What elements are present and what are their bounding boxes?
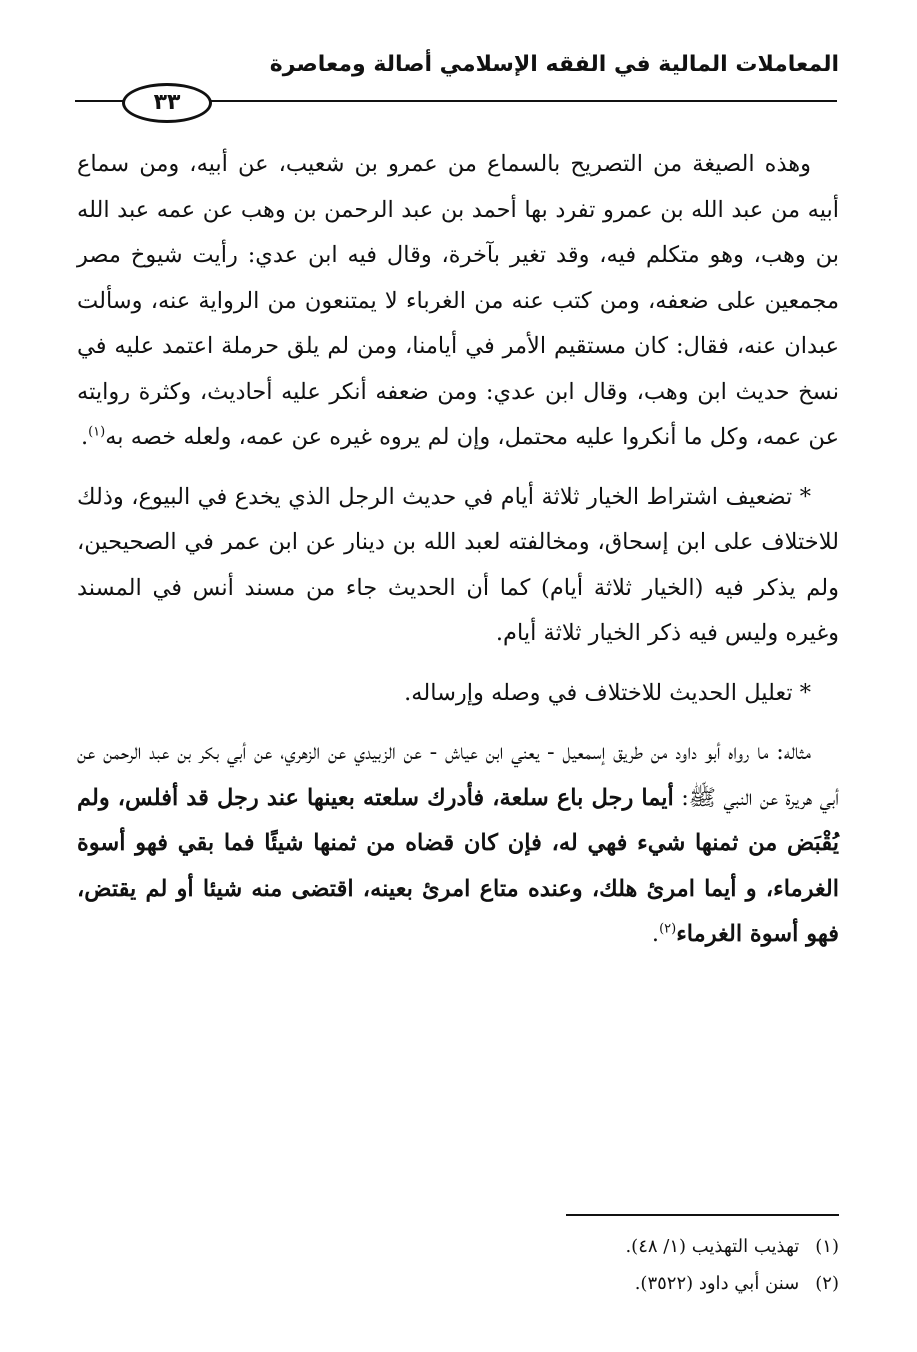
main-text [77, 142, 839, 958]
paragraph-4 [77, 730, 839, 958]
paragraph-4-end: . [651, 921, 660, 947]
footnote-rule [566, 1214, 839, 1216]
paragraph-4-intro: مثاله: ما رواه أبو داود من طريق إسمعيل - يعني ابن عياش - عن الزبيدي عن الزهري، عن أبي بكر بن عبد الرحمن عن أبي هريرة عن النبي ﷺ: [77, 739, 840, 811]
footnote-1-number: (١) [815, 1236, 839, 1257]
footnote-2-number: (٢) [815, 1273, 839, 1294]
footnote-1-text: تهذيب التهذيب (١/ ٤٨). [625, 1236, 800, 1257]
footnote-1 [77, 1228, 839, 1265]
footnote-ref-2: (٢) [659, 921, 677, 937]
running-header-title: المعاملات المالية في الفقه الإسلامي أصالة ومعاصرة [269, 52, 839, 77]
hadith-text: أيما رجل باع سلعة، فأدرك سلعته بعينها عند رجل قد أفلس، ولم يُقْبَض من ثمنها شيء فهي له، فإن كان قضاه من ثمنها شيئًا فما بقي فهو أسوة الغرماء، و أيما امرئ هلك، وعنده متاع امرئ بعينه، اقتضى منه شيئا أو لم يقتض، فهو أسوة الغرماء [77, 784, 839, 947]
paragraph-2: * تضعيف اشتراط الخيار ثلاثة أيام في حديث الرجل الذي يخدع في البيوع، وذلك للاختلاف على ابن إسحاق، ومخالفته لعبد الله بن دينار عن ابن عمر في الصحيحين، ولم يذكر فيه (الخيار ثلاثة أيام) كما أن الحديث جاء من مسند أنس في المسند وغيره وليس فيه ذكر الخيار ثلاثة أيام. [77, 483, 839, 646]
paragraph-1 [77, 142, 839, 461]
paragraph-3: * تعليل الحديث للاختلاف في وصله وإرساله. [404, 679, 811, 706]
page-number: ٣٣ [122, 83, 212, 123]
footnote-2-text: سنن أبي داود (٣٥٢٢). [634, 1273, 800, 1294]
footnotes [77, 1228, 839, 1302]
footnote-2 [77, 1265, 839, 1302]
paragraph-1-end: . [80, 424, 89, 450]
footnote-ref-1: (١) [88, 424, 106, 440]
paragraph-1-text: وهذه الصيغة من التصريح بالسماع من عمرو بن شعيب، عن أبيه، ومن سماع أبيه من عبد الله بن عمرو تفرد بها أحمد بن عبد الرحمن بن وهب عن عمه عبد الله بن وهب، وهو متكلم فيه، وقد تغير بآخرة، وقال فيه ابن عدي: رأيت شيوخ مصر مجمعين على ضعفه، ومن كتب عنه من الغرباء لا يمتنعون من الرواية عنه، وسألت عبدان عنه، فقال: كان مستقيم الأمر في أيامنا، ومن لم يلق حرملة اعتمد عليه في نسخ حديث ابن وهب، وقال ابن عدي: ومن ضعفه أنكر عليه أحاديث، وكثرة روايته عن عمه، وكل ما أنكروا عليه محتمل، وإن لم يروه غيره عن عمه، ولعله خصه به [77, 151, 839, 450]
